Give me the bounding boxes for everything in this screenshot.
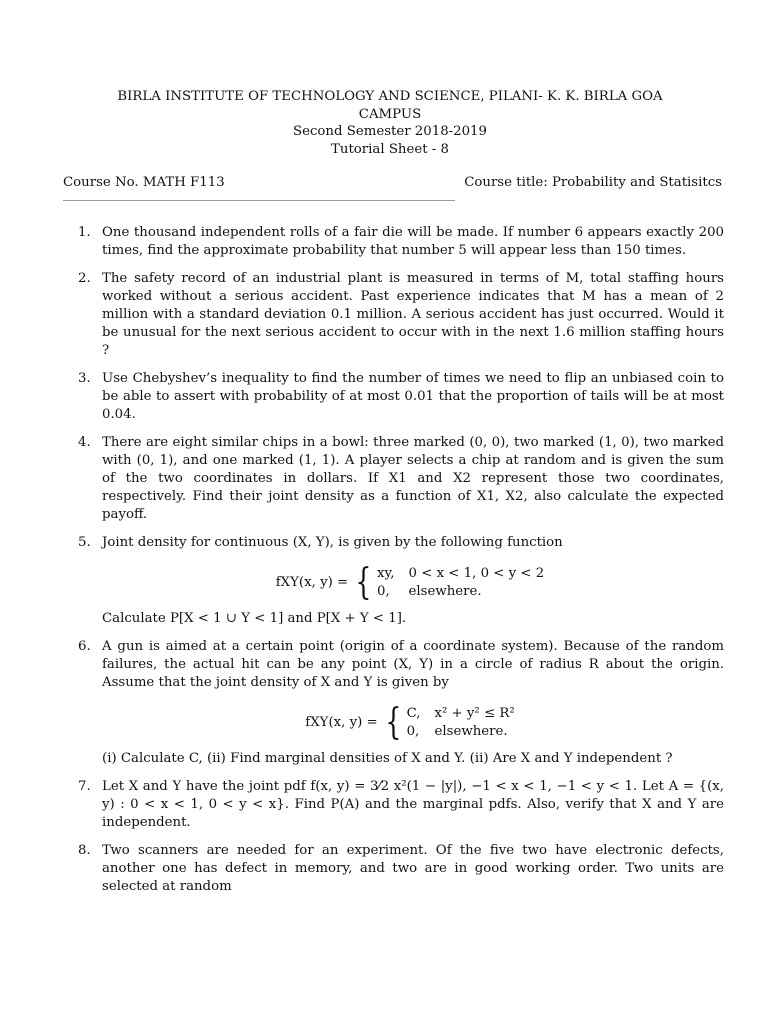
problem-number: 1.	[78, 225, 91, 240]
problem-intro: Joint density for continuous (X, Y), is given by the following function	[102, 535, 563, 550]
problem-4	[78, 434, 724, 524]
case-condition: x² + y² ≤ R²	[434, 706, 515, 721]
problem-text: There are eight similar chips in a bowl: three marked (0, 0), two marked (1, 0), two marked with (0, 1), and one marked (1, 1). A player selects a chip at random and is given the sum of the two coordinates in dollars. If X1 and X2 represent those two coordinates, respectively. Find their joint density as a function of X1, X2, also calculate the expected payoff.	[102, 435, 724, 522]
problem-text: One thousand independent rolls of a fair die will be made. If number 6 appears exactly 200 times, find the approximate probability that number 5 will appear less than 150 times.	[102, 225, 724, 258]
problem-intro: A gun is aimed at a certain point (origin of a coordinate system). Because of the random failures, the actual hit can be any point (X, Y) in a circle of radius R about the origin. Assume that the joint density of X and Y is given by	[102, 639, 724, 690]
problem-6	[78, 638, 724, 768]
problem-text: Two scanners are needed for an experiment. Of the five two have electronic defects, another one has defect in memory, and two are in good working order. Two units are selected at random	[102, 843, 724, 894]
equation-lhs: fXY(x, y) =	[275, 575, 349, 590]
case-condition: elsewhere.	[434, 724, 508, 739]
semester: Second Semester 2018-2019	[293, 124, 487, 139]
institute-name: BIRLA INSTITUTE OF TECHNOLOGY AND SCIENCE, PILANI- K. K. BIRLA GOA	[117, 89, 663, 104]
problem-5	[78, 534, 724, 628]
problem-8	[78, 842, 724, 896]
problem-text: The safety record of an industrial plant is measured in terms of M, total staffing hours worked without a serious accident. Past experience indicates that M has a mean of 2 million with a standard deviation 0.1 million. A serious accident has just occurred. Would it be unusual for the next serious accident to occur with in the next 1.6 million staffing hours ?	[102, 271, 724, 358]
case-expression: 0,	[377, 584, 390, 599]
problem-number: 6.	[78, 639, 91, 654]
problem-list	[78, 224, 724, 906]
problem-text: Let X and Y have the joint pdf f(x, y) = 3⁄2 x²(1 − |y|), −1 < x < 1, −1 < y < 1. Let A = {(x, y) : 0 < x < 1, 0 < y < x}. Find P(A) and the marginal pdfs. Also, verify that X and Y are independent.	[102, 779, 724, 830]
course-info	[63, 174, 722, 192]
problem-number: 3.	[78, 371, 91, 386]
problem-number: 5.	[78, 535, 91, 550]
problem-1	[78, 224, 724, 260]
density-equation	[102, 564, 724, 602]
case-expression: 0,	[406, 724, 420, 739]
problem-number: 7.	[78, 779, 91, 794]
campus-name: CAMPUS	[358, 106, 422, 122]
sheet-title: Tutorial Sheet - 8	[331, 141, 449, 157]
problem-3	[78, 370, 724, 424]
piecewise-cases	[407, 705, 521, 741]
problem-7	[78, 778, 724, 832]
left-brace: {	[385, 702, 402, 743]
header-divider	[63, 200, 455, 201]
problem-text: Use Chebyshev’s inequality to find the number of times we need to flip an unbiased coin to be able to assert with probability of at most 0.01 that the proportion of tails will be at most 0.04.	[102, 371, 724, 422]
equation-lhs: fXY(x, y) =	[305, 715, 378, 730]
left-brace: {	[355, 562, 372, 603]
case-condition: 0 < x < 1, 0 < y < 2	[408, 566, 545, 581]
problem-number: 4.	[78, 435, 91, 450]
case-expression: C,	[406, 706, 421, 721]
problem-question: (i) Calculate C, (ii) Find marginal densities of X and Y. (ii) Are X and Y independent ?	[102, 751, 673, 766]
course-number: Course No. MATH F113	[63, 175, 225, 190]
problem-number: 8.	[78, 843, 91, 858]
case-condition: elsewhere.	[408, 584, 482, 599]
course-title: Course title: Probability and Statisitcs	[464, 175, 722, 190]
problem-question: Calculate P[X < 1 ∪ Y < 1] and P[X + Y < 1].	[102, 611, 407, 626]
density-equation	[102, 704, 724, 742]
document-header	[60, 88, 720, 158]
case-expression: xy,	[377, 566, 395, 581]
problem-2	[78, 270, 724, 360]
problem-number: 2.	[78, 271, 91, 286]
piecewise-cases	[377, 565, 550, 601]
